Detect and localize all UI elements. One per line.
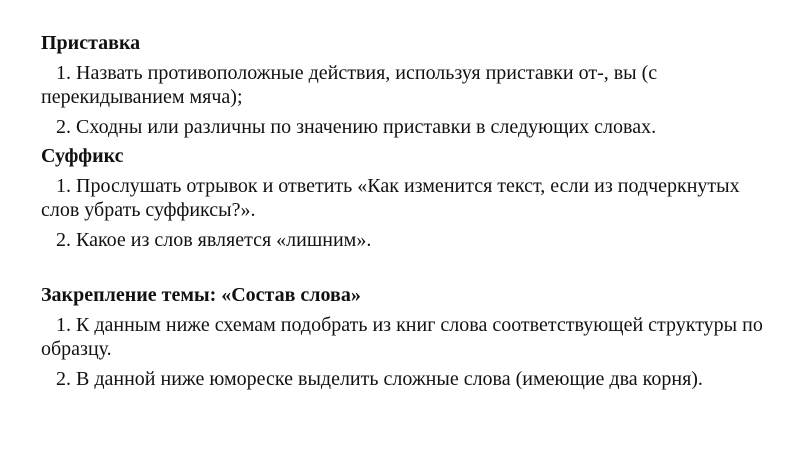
item-number: 2. xyxy=(56,116,71,138)
section-heading-prefix: Приставка xyxy=(41,32,141,54)
item-text: К данным ниже схемам подобрать из книг слова соответствующей структуры по образцу. xyxy=(41,314,763,360)
list-item xyxy=(41,61,771,109)
item-number: 2. xyxy=(56,368,71,390)
item-text: Сходны или различны по значению приставки в следующих словах. xyxy=(76,116,657,138)
item-number: 1. xyxy=(56,314,71,336)
list-item xyxy=(41,115,771,139)
list-item xyxy=(41,228,771,252)
item-number: 1. xyxy=(56,62,71,84)
item-number: 1. xyxy=(56,175,71,197)
item-text: Прослушать отрывок и ответить «Как изменится текст, если из подчеркнутых слов убрать суффиксы?». xyxy=(41,175,740,221)
list-item xyxy=(41,313,771,361)
item-text: Назвать противоположные действия, используя приставки от-, вы (с перекидыванием мяча); xyxy=(41,62,658,108)
spacer xyxy=(41,252,771,283)
item-text: В данной ниже юмореске выделить сложные слова (имеющие два корня). xyxy=(76,368,703,390)
section-heading-suffix: Суффикс xyxy=(41,145,124,167)
list-item xyxy=(41,367,771,391)
list-item xyxy=(41,174,771,222)
item-number: 2. xyxy=(56,229,71,251)
item-text: Какое из слов является «лишним». xyxy=(76,229,372,251)
section-heading-reinforcement: Закрепление темы: «Состав слова» xyxy=(41,284,361,306)
slide-content xyxy=(41,31,771,391)
